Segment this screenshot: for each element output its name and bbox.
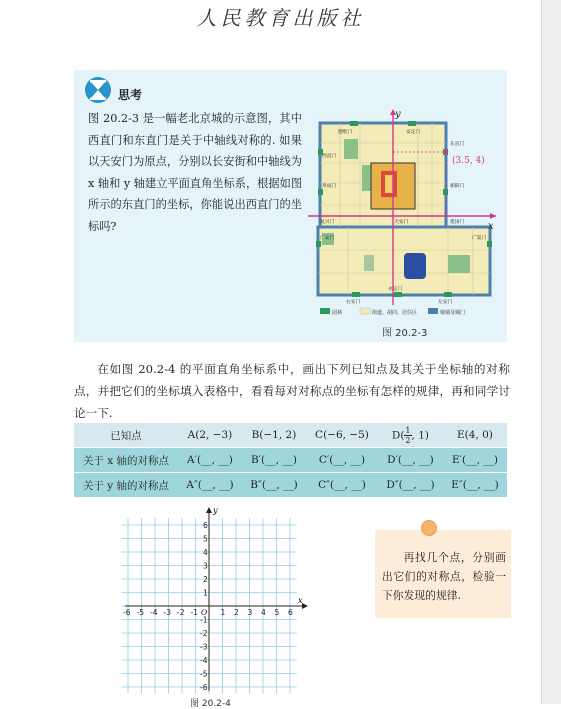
table-row: [74, 448, 507, 473]
gate-label: 广渠门: [472, 236, 487, 241]
y-tick-label: 6: [203, 521, 208, 530]
gate-label: 西直门: [322, 154, 337, 159]
y-tick-label: 4: [203, 548, 208, 557]
map-legend-item: 街道、胡同、居住区: [372, 310, 418, 316]
map-point-label: (3.5, 4): [452, 156, 485, 166]
coordinate-grid: [120, 503, 310, 701]
y-tick-label: 3: [203, 561, 208, 571]
table-cell: A(2, −3): [178, 423, 242, 448]
map-y-label: y: [395, 109, 401, 120]
x-tick-label: -1: [190, 608, 198, 617]
fraction-denominator: 2: [405, 435, 411, 445]
table-header-row: [74, 423, 507, 448]
think-title: 思考: [118, 88, 143, 102]
table-cell: 关于 y 轴的对称点: [74, 473, 178, 498]
publisher-header: 人民教育出版社: [196, 6, 365, 30]
map-x-label: x: [488, 221, 494, 232]
map-caption: 图 20.2-3: [382, 328, 428, 339]
grid-caption: 图 20.2-4: [190, 699, 231, 709]
think-icon: [84, 76, 112, 104]
table-cell: A″(__, __): [178, 473, 242, 498]
y-tick-label: 5: [203, 534, 208, 544]
table-cell: E(4, 0): [443, 423, 507, 448]
note-text: 再找几个点，分别画出它们的对称点，检验一下你发现的规律.: [382, 551, 506, 602]
gate-label: 阜成门: [322, 184, 337, 189]
y-tick-label: 2: [203, 575, 208, 584]
instruction-paragraph: 在如图 20.2-4 的平面直角坐标系中，画出下列已知点及其关于坐标轴的对称点，并把它们的坐标填入表格中，看看每对对称点的坐标有怎样的规律，再和同学讨论一下.: [74, 362, 510, 420]
x-tick-label: 4: [261, 608, 266, 617]
y-tick-label: -6: [200, 683, 208, 692]
y-tick-label: -4: [200, 656, 208, 665]
page-edge-strip: [541, 0, 561, 704]
gate-label: 左安门: [438, 300, 453, 305]
grid-origin-label: O: [201, 608, 208, 617]
gate-label: 安定门: [406, 130, 421, 135]
table-row: [74, 473, 507, 498]
y-tick-label: -3: [200, 642, 208, 652]
x-tick-label: 5: [274, 608, 280, 617]
think-question: 图 20.2-3 是一幅老北京城的示意图，其中西直门和东直门是关于中轴线对称的. 如果以天安门为原点，分别以长安街和中轴线为 x 轴和 y 轴建立平面直角坐标系，根据如图所示的东直门的坐标，你能说出西直门的坐标吗?: [88, 112, 302, 233]
x-tick-label: 6: [288, 608, 293, 617]
table-cell: 已知点: [74, 423, 178, 448]
gate-label: 永定门: [388, 287, 403, 292]
y-tick-label: -1: [200, 615, 208, 625]
table-cell: D″(__, __): [378, 473, 443, 498]
table-cell: E′(__, __): [443, 448, 507, 473]
symmetry-table: [74, 423, 507, 497]
table-cell: C(−6, −5): [306, 423, 378, 448]
d-prefix: D(: [391, 429, 405, 441]
gate-label: 朝阳门: [450, 184, 465, 189]
gate-label: 德胜门: [338, 130, 353, 135]
gate-label: 建国门: [450, 220, 465, 225]
table-cell: C″(__, __): [306, 473, 378, 498]
map-legend-item: 园林: [332, 310, 343, 316]
gate-label: 东直门: [450, 142, 465, 147]
y-tick-label: -5: [200, 669, 208, 679]
x-tick-label: -5: [136, 608, 144, 617]
x-tick-label: 3: [247, 608, 253, 617]
table-cell: D′(__, __): [378, 448, 443, 473]
gate-label: 复兴门: [320, 220, 335, 225]
y-tick-label: -2: [200, 629, 208, 638]
beijing-map: [308, 105, 500, 320]
map-legend-item: 城墙及城门: [440, 310, 466, 316]
table-cell: B′(__, __): [242, 448, 306, 473]
table-cell: B(−1, 2): [242, 423, 306, 448]
x-tick-label: -3: [163, 608, 171, 617]
table-cell-d: [378, 423, 443, 448]
fraction: [404, 426, 411, 445]
x-tick-label: 1: [220, 608, 226, 617]
x-tick-label: -6: [123, 608, 131, 617]
table-cell: A′(__, __): [178, 448, 242, 473]
grid-x-label: x: [298, 596, 303, 605]
table-cell: E″(__, __): [443, 473, 507, 498]
fraction-numerator: 1: [405, 425, 411, 435]
gate-label: 广安门: [320, 236, 335, 241]
table-cell: 关于 x 轴的对称点: [74, 448, 178, 473]
x-tick-label: 2: [234, 608, 239, 617]
table-cell: C′(__, __): [306, 448, 378, 473]
gate-label: 右安门: [346, 300, 361, 305]
pin-icon: [421, 520, 437, 536]
x-tick-label: -2: [177, 608, 185, 617]
gate-label: 天安门: [394, 220, 409, 225]
table-cell: B″(__, __): [242, 473, 306, 498]
x-tick-label: -4: [150, 608, 158, 617]
d-suffix: , 1): [411, 429, 429, 441]
y-tick-label: 1: [203, 588, 208, 598]
grid-y-label: y: [213, 506, 218, 515]
